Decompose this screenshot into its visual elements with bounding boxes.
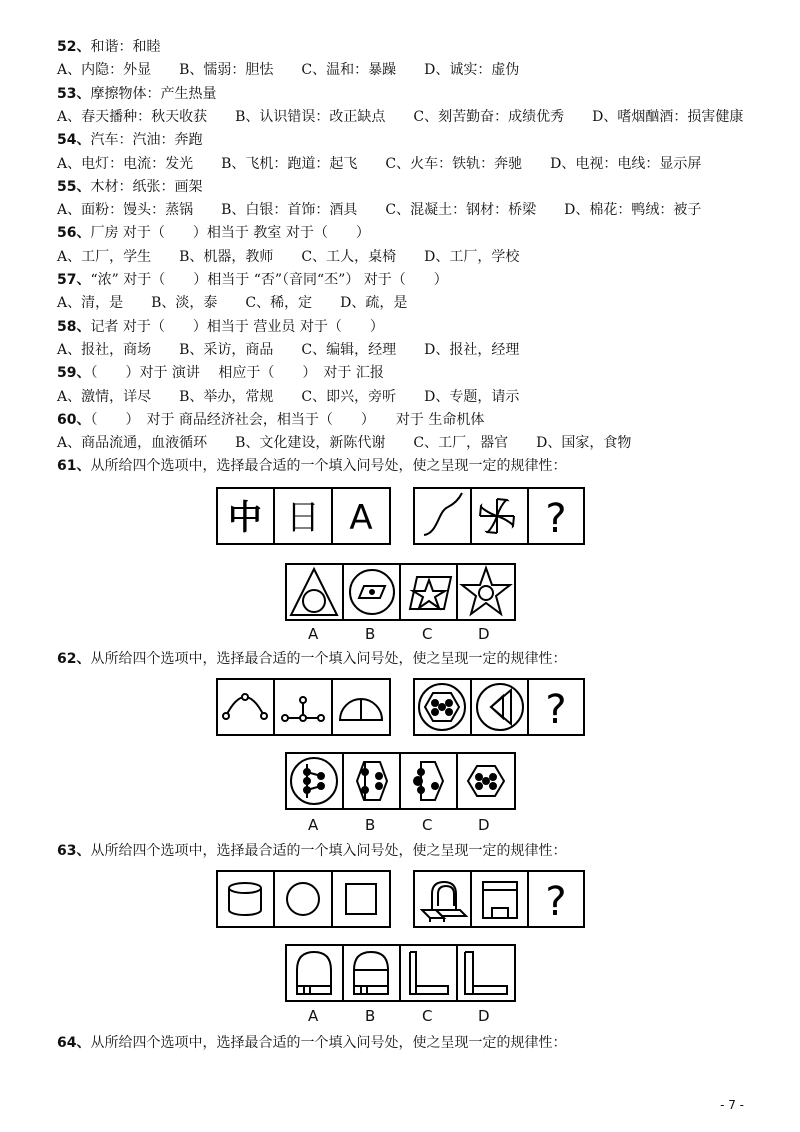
q61-char-zhong: 中	[228, 498, 262, 538]
q63-label-a[interactable]: A	[308, 1007, 319, 1025]
q62-label-a[interactable]: A	[308, 816, 319, 834]
q61-option-b-shape	[350, 570, 394, 614]
q62-option-a-shape	[291, 758, 337, 804]
question-number: 57、	[57, 272, 91, 288]
question-text: 和谐：和睦	[90, 39, 161, 55]
question-line	[57, 178, 202, 196]
q62-label-d[interactable]: D	[478, 816, 490, 834]
q63-3d-bracket-shape	[422, 882, 466, 922]
q63-front-view-shape	[483, 882, 517, 918]
question-number: 52、	[57, 39, 91, 55]
q64-text: 从所给四个选项中，选择最合适的一个填入问号处，使之呈现一定的规律性：	[90, 1035, 567, 1051]
q62-label-b[interactable]: B	[365, 816, 376, 834]
question-line	[57, 271, 448, 289]
q61-options	[285, 563, 517, 623]
answer-options-text: A、商品流通，血液循环 B、文化建设，新陈代谢 C、工厂，器官 D、国家，食物	[57, 435, 632, 452]
question-line	[57, 457, 566, 475]
answer-options-line	[57, 294, 407, 312]
q62-arc-shape	[223, 694, 267, 719]
q62-option-b-shape	[357, 762, 387, 800]
q61-label-c[interactable]: C	[422, 625, 433, 643]
question-text: 汽车：汽油：奔跑	[90, 132, 203, 149]
q61-label-d[interactable]: D	[478, 625, 490, 643]
question-number: 58、	[57, 318, 91, 335]
q63-label-b[interactable]: B	[365, 1007, 376, 1025]
question-number: 56、	[57, 225, 91, 242]
q63-square-shape	[346, 884, 376, 914]
question-line	[57, 85, 216, 103]
question-text: “浓” 对于（ ）相当于 “否”（音同“丕”） 对于（ ）	[90, 272, 448, 288]
answer-options-text: A、报社，商场 B、采访，商品 C、编辑，经理 D、报社，经理	[57, 341, 520, 358]
q62-question-mark: ?	[545, 687, 567, 733]
answer-options-text: A、清，是 B、淡，泰 C、稀，定 D、疏，是	[57, 295, 408, 312]
question-text: 从所给四个选项中，选择最合适的一个填入问号处，使之呈现一定的规律性：	[90, 458, 567, 475]
question-number: 59、	[57, 365, 91, 382]
q61-char-a: A	[349, 498, 373, 538]
q63-figure	[216, 870, 586, 930]
question-text: 厂房 对于（ ）相当于 教室 对于（ ）	[90, 225, 370, 242]
q63-cylinder-shape	[229, 883, 261, 915]
question-line	[57, 131, 202, 149]
answer-options-line	[57, 248, 519, 266]
q63-number: 63、	[57, 843, 91, 859]
answer-options-text: A、电灯：电流：发光 B、飞机：跑道：起飞 C、火车：铁轨：奔驰 D、电视：电线：显示屏	[57, 155, 702, 172]
q62-text: 从所给四个选项中，选择最合适的一个填入问号处，使之呈现一定的规律性：	[90, 651, 567, 667]
q63-circle-shape	[287, 883, 319, 915]
q63-label-d[interactable]: D	[478, 1007, 490, 1025]
answer-options-text: A、面粉：馒头：蒸锅 B、白银：首饰：酒具 C、混凝土：钢材：桥梁 D、棉花：鸭绒：被子	[57, 202, 702, 219]
q61-label-a[interactable]: A	[308, 625, 319, 643]
q62-figure	[216, 678, 586, 738]
question-line	[57, 318, 384, 336]
q63-text: 从所给四个选项中，选择最合适的一个填入问号处，使之呈现一定的规律性：	[90, 843, 567, 859]
question-64	[57, 1034, 566, 1052]
q61-pinwheel	[480, 499, 514, 533]
q61-char-ri: 日	[286, 498, 320, 538]
question-number: 61、	[57, 458, 91, 475]
answer-options-line	[57, 108, 743, 126]
q61-question-mark: ?	[545, 496, 567, 542]
q61-option-d-shape	[462, 568, 510, 614]
q64-number: 64、	[57, 1035, 91, 1051]
q62-options	[285, 752, 517, 812]
q61-figure	[216, 487, 586, 547]
question-62	[57, 650, 566, 668]
question-text: 木材：纸张：画架	[90, 178, 203, 195]
question-text: 记者 对于（ ）相当于 营业员 对于（ ）	[90, 318, 384, 335]
q63-option-c-shape	[410, 952, 448, 994]
question-text: 摩擦物体：产生热量	[90, 85, 217, 102]
question-number: 60、	[57, 411, 91, 428]
question-line	[57, 38, 160, 56]
q63-label-c[interactable]: C	[422, 1007, 433, 1025]
q62-circle-bowtie-shape	[477, 684, 523, 730]
q63-option-a-shape	[297, 952, 331, 994]
answer-options-line	[57, 201, 701, 219]
answer-options-line	[57, 388, 519, 406]
question-63	[57, 842, 566, 860]
q62-option-c-shape	[414, 762, 443, 800]
q61-option-a-shape	[291, 569, 337, 615]
q62-label-c[interactable]: C	[422, 816, 433, 834]
answer-options-line	[57, 434, 631, 452]
question-line	[57, 224, 370, 242]
question-number: 54、	[57, 132, 91, 149]
q63-options	[285, 944, 517, 1004]
question-text: （ ） 对于 商品经济社会，相当于（ ） 对于 生命机体	[90, 411, 485, 428]
q62-tee-shape	[282, 697, 324, 721]
question-number: 53、	[57, 85, 91, 102]
q62-number: 62、	[57, 651, 91, 667]
q61-label-b[interactable]: B	[365, 625, 376, 643]
q61-curve	[424, 493, 462, 535]
answer-options-line	[57, 61, 519, 79]
q63-question-mark: ?	[545, 879, 567, 925]
question-line	[57, 411, 484, 429]
q63-option-b-shape	[354, 952, 388, 994]
q62-semicircle-shape	[340, 699, 382, 720]
answer-options-text: A、内隐：外显 B、懦弱：胆怯 C、温和：暴躁 D、诚实：虚伪	[57, 62, 520, 79]
answer-options-line	[57, 341, 519, 359]
question-text: （ ）对于 演讲 相应于（ ） 对于 汇报	[90, 365, 384, 382]
q62-circle-hexagon-shape	[419, 684, 465, 730]
q63-option-d-shape	[465, 952, 507, 994]
answer-options-text: A、春天播种：秋天收获 B、认识错误：改正缺点 C、刻苦勤奋：成绩优秀 D、嗜烟酗酒：损害健康	[57, 108, 744, 125]
question-number: 55、	[57, 178, 91, 195]
question-line	[57, 364, 384, 382]
answer-options-line	[57, 155, 701, 173]
answer-options-text: A、激情，详尽 B、举办，常规 C、即兴，旁听 D、专题，请示	[57, 388, 520, 405]
page-number: - 7 -	[720, 1098, 744, 1112]
answer-options-text: A、工厂，学生 B、机器，教师 C、工人，桌椅 D、工厂，学校	[57, 248, 520, 265]
q62-option-d-shape	[468, 766, 504, 796]
q61-option-c-shape	[410, 577, 451, 609]
